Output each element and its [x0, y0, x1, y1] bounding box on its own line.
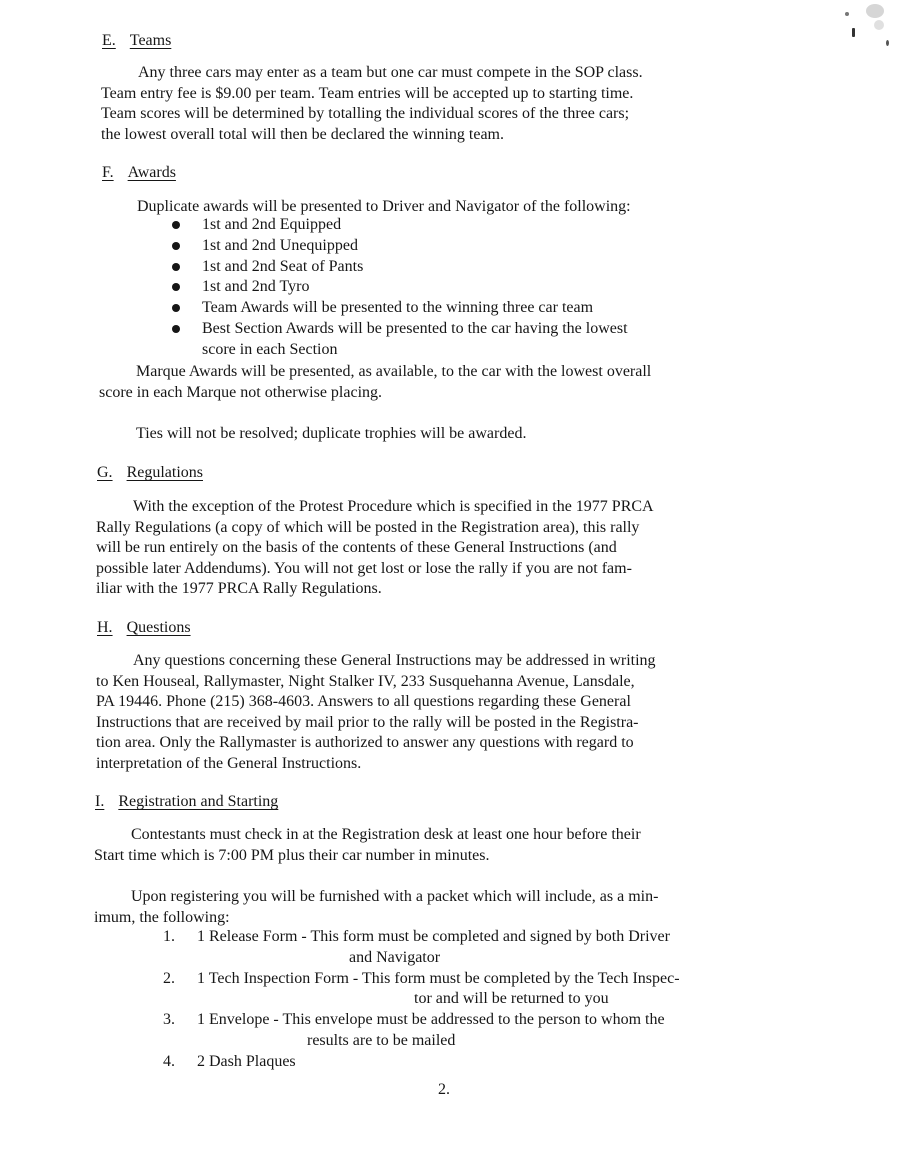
list-item: Best Section Awards will be presented to the car having the lowest: [170, 319, 770, 340]
text-line: will be run entirely on the basis of the contents of these General Instructions (and: [96, 539, 617, 556]
section-letter: F.: [102, 164, 114, 181]
item-text: 2 Dash Plaques: [197, 1052, 296, 1070]
list-item-continuation: score in each Section: [202, 340, 338, 358]
item-continuation: and Navigator: [349, 948, 441, 966]
text-line: Team scores will be determined by totalling the individual scores of the three cars;: [101, 105, 630, 122]
ties-paragraph: Ties will not be resolved; duplicate trophies will be awarded.: [136, 425, 527, 442]
text-line: to Ken Houseal, Rallymaster, Night Stalker IV, 233 Susquehanna Avenue, Lansdale,: [96, 672, 635, 690]
text-line: iliar with the 1977 PRCA Rally Regulations.: [96, 580, 382, 597]
speck: [866, 4, 884, 18]
section-letter: G.: [97, 464, 113, 481]
text-line: imum, the following:: [94, 908, 230, 926]
bullet-icon: [172, 263, 180, 271]
section-title: Questions: [126, 619, 191, 636]
item-number: 4.: [163, 1052, 175, 1070]
text-line: PA 19446. Phone (215) 368-4603. Answers to all questions regarding these General: [96, 693, 631, 710]
list-item: [163, 927, 843, 969]
text-line: Instructions that are received by mail prior to the rally will be posted in the Registra-: [96, 713, 639, 731]
text-line: Start time which is 7:00 PM plus their car number in minutes.: [94, 846, 490, 864]
section-heading: [97, 463, 203, 483]
text-line: Team entry fee is $9.00 per team. Team entries will be accepted up to starting time.: [101, 84, 634, 102]
text-line: score in each Marque not otherwise placing.: [99, 383, 383, 401]
text-line: Any questions concerning these General Instructions may be addressed in writing: [133, 652, 656, 669]
bullet-icon: [172, 325, 180, 333]
bullet-icon: [172, 283, 180, 291]
bullet-icon: [172, 221, 180, 229]
section-heading: [95, 792, 278, 812]
awards-list: [170, 215, 770, 361]
teams-paragraph: [101, 63, 821, 145]
item-number: 1.: [163, 928, 175, 945]
text-line: Rally Regulations (a copy of which will be posted in the Registration area), this rally: [96, 518, 640, 536]
text-line: tion area. Only the Rallymaster is authorized to answer any questions with regard to: [96, 734, 634, 751]
section-title: Registration and Starting: [118, 793, 279, 810]
marque-paragraph: [99, 362, 819, 403]
packet-paragraph: [94, 887, 834, 928]
list-item: [163, 1010, 843, 1052]
list-item: 1st and 2nd Seat of Pants: [170, 257, 770, 278]
speck: [845, 12, 849, 16]
text-line: possible later Addendums). You will not get lost or lose the rally if you are not fam-: [96, 559, 632, 577]
item-number: 2.: [163, 969, 175, 987]
page-number: 2.: [438, 1081, 450, 1098]
item-text: 1 Tech Inspection Form - This form must be completed by the Tech Inspec-: [197, 969, 680, 987]
packet-list: [163, 927, 843, 1073]
section-title: Awards: [127, 164, 176, 181]
section-heading: [102, 163, 176, 183]
bullet-icon: [172, 242, 180, 250]
item-text: 1 Envelope - This envelope must be addressed to the person to whom the: [197, 1011, 665, 1029]
item-text: 1 Release Form - This form must be completed and signed by both Driver: [197, 928, 670, 945]
speck: [886, 40, 889, 46]
item-continuation: tor and will be returned to you: [414, 990, 609, 1008]
awards-intro: Duplicate awards will be presented to Driver and Navigator of the following:: [137, 198, 631, 215]
section-heading: [102, 31, 171, 51]
text-line: Any three cars may enter as a team but one car must compete in the SOP class.: [138, 64, 643, 81]
text-line: Marque Awards will be presented, as available, to the car with the lowest overall: [136, 363, 652, 380]
list-item: [163, 1052, 843, 1073]
section-letter: H.: [97, 619, 113, 636]
speck: [852, 28, 855, 37]
bullet-icon: [172, 304, 180, 312]
section-title: Regulations: [126, 464, 203, 481]
speck: [874, 20, 884, 30]
list-item: [163, 969, 843, 1011]
text-line: Upon registering you will be furnished with a packet which will include, as a min-: [131, 888, 659, 905]
text-line: interpretation of the General Instructions.: [96, 754, 362, 772]
questions-paragraph: [96, 651, 816, 774]
list-item: 1st and 2nd Equipped: [170, 215, 770, 236]
item-number: 3.: [163, 1011, 175, 1029]
text-line: With the exception of the Protest Procedure which is specified in the 1977 PRCA: [133, 498, 654, 515]
section-title: Teams: [129, 32, 172, 49]
text-line: the lowest overall total will then be declared the winning team.: [101, 125, 504, 143]
list-item: 1st and 2nd Tyro: [170, 277, 770, 298]
item-continuation: results are to be mailed: [307, 1031, 456, 1049]
text-line: Contestants must check in at the Registration desk at least one hour before their: [131, 826, 641, 843]
list-item: 1st and 2nd Unequipped: [170, 236, 770, 257]
section-heading: [97, 618, 191, 638]
section-letter: E.: [102, 32, 116, 49]
list-item: Team Awards will be presented to the winning three car team: [170, 298, 770, 319]
regulations-paragraph: [96, 497, 816, 600]
section-letter: I.: [95, 793, 105, 810]
checkin-paragraph: [94, 825, 814, 866]
